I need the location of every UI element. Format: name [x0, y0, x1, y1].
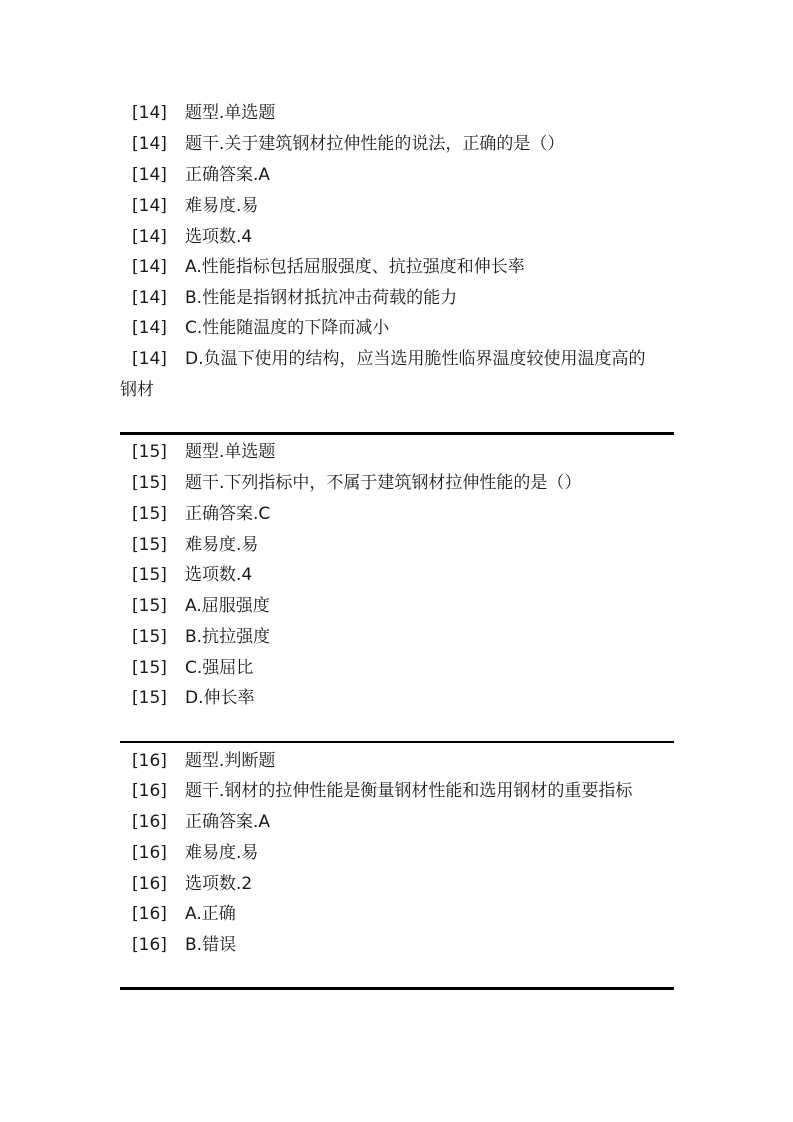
question-number: [15] [132, 442, 167, 462]
question-type: 题型.判断题 [185, 751, 276, 771]
question-stem: 题干.下列指标中，不属于建筑钢材拉伸性能的是（） [185, 473, 582, 493]
question-number: [16] [132, 751, 167, 771]
question-number: [16] [132, 904, 167, 924]
option-text: C.性能随温度的下降而减小 [185, 318, 390, 338]
question-number: [14] [132, 196, 167, 216]
option-text: B.错误 [185, 935, 237, 955]
question-number: [15] [132, 658, 167, 678]
option-count: 选项数.4 [185, 565, 253, 585]
correct-answer: 正确答案.A [185, 812, 271, 832]
question-number: [15] [132, 688, 167, 708]
question-number: [14] [132, 165, 167, 185]
option-text: C.强屈比 [185, 658, 254, 678]
question-number: [14] [132, 103, 167, 123]
question-number: [15] [132, 596, 167, 616]
question-number: [14] [132, 227, 167, 247]
option-text: A.性能指标包括屈服强度、抗拉强度和伸长率 [185, 257, 525, 277]
question-number: [16] [132, 812, 167, 832]
question-stem: 题干.关于建筑钢材拉伸性能的说法，正确的是（） [185, 134, 565, 154]
correct-answer: 正确答案.C [185, 504, 271, 524]
difficulty: 难易度.易 [185, 535, 259, 555]
option-text: D.负温下使用的结构，应当选用脆性临界温度较使用温度高的 [185, 349, 646, 369]
question-number: [15] [132, 565, 167, 585]
question-number: [15] [132, 535, 167, 555]
section-divider [120, 432, 674, 435]
question-number: [16] [132, 874, 167, 894]
section-divider [120, 741, 674, 743]
option-count: 选项数.2 [185, 874, 253, 894]
option-text: B.性能是指钢材抵抗冲击荷载的能力 [185, 288, 458, 308]
correct-answer: 正确答案.A [185, 165, 271, 185]
section-divider [120, 987, 674, 990]
difficulty: 难易度.易 [185, 196, 259, 216]
question-number: [14] [132, 349, 167, 369]
question-number: [16] [132, 843, 167, 863]
question-type: 题型.单选题 [185, 103, 276, 123]
question-type: 题型.单选题 [185, 442, 276, 462]
question-number: [14] [132, 288, 167, 308]
option-text: A.正确 [185, 904, 236, 924]
option-text: D.伸长率 [185, 688, 255, 708]
question-number: [16] [132, 935, 167, 955]
question-number: [15] [132, 473, 167, 493]
question-stem: 题干.钢材的拉伸性能是衡量钢材性能和选用钢材的重要指标 [185, 781, 633, 801]
question-number: [15] [132, 627, 167, 647]
option-text: B.抗拉强度 [185, 627, 271, 647]
q14-option-d-continuation: 钢材 [120, 380, 154, 400]
question-number: [16] [132, 781, 167, 801]
option-count: 选项数.4 [185, 227, 253, 247]
option-text: A.屈服强度 [185, 596, 270, 616]
question-number: [14] [132, 257, 167, 277]
question-number: [14] [132, 134, 167, 154]
difficulty: 难易度.易 [185, 843, 259, 863]
question-number: [15] [132, 504, 167, 524]
question-number: [14] [132, 318, 167, 338]
